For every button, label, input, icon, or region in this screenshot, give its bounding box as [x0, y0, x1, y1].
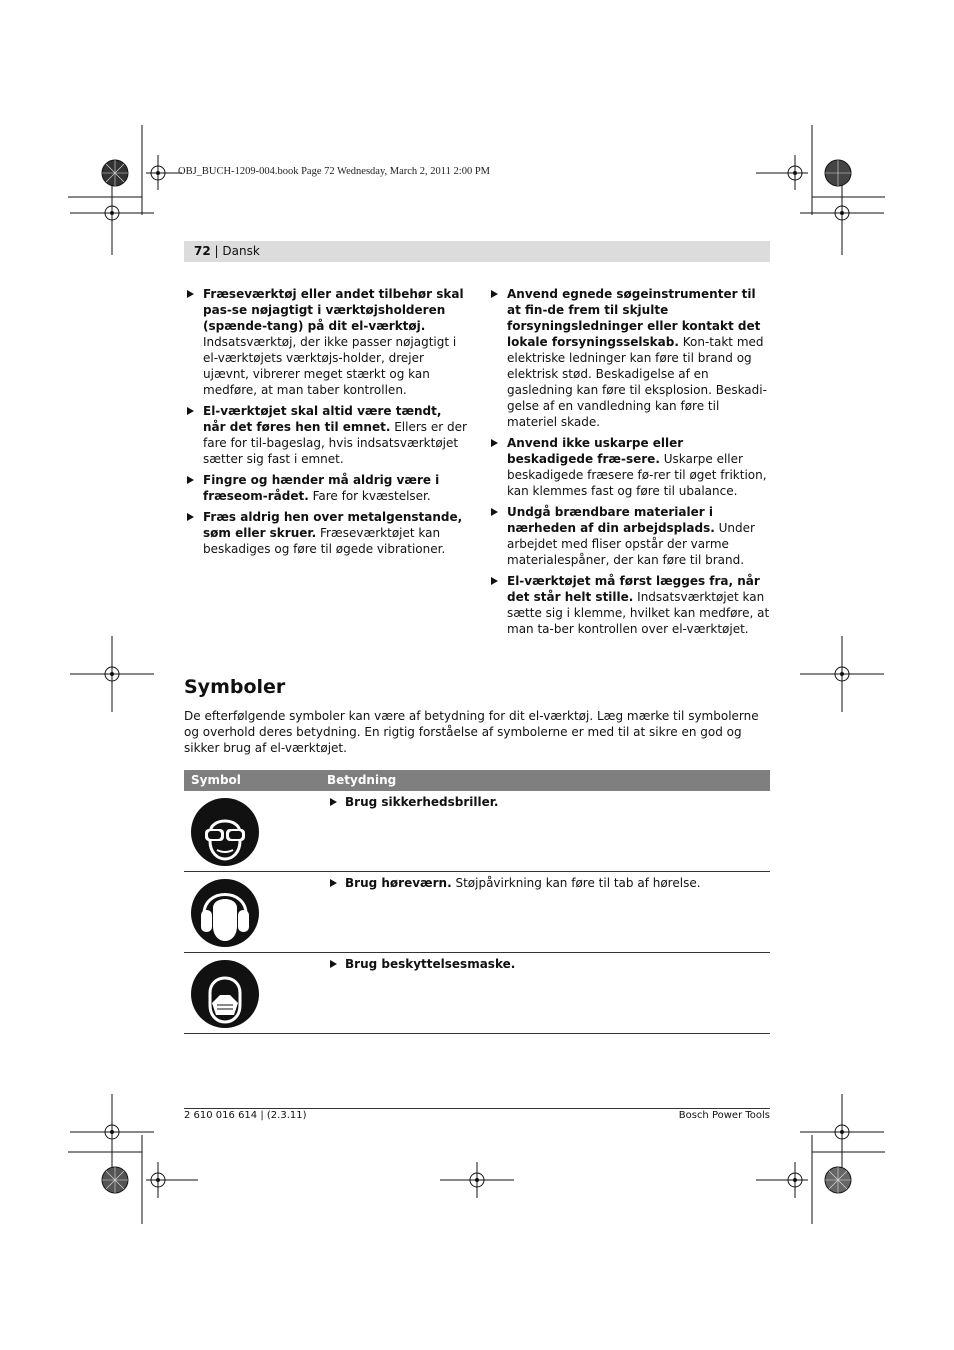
- bullet-bold: Anvend egnede søgeinstrumenter til at fin-de frem til skjulte forsyningsledninger eller kontakt det lokale forsyningsselskab.: [507, 287, 761, 349]
- bullet-text: Indsatsværktøj, der ikke passer nøjagtigt i el-værktøjets værktøjs-holder, drejer ujævnt, vibrerer meget stærkt og kan medføre, at man taber kontrollen.: [203, 335, 457, 397]
- bullet-arrow-icon: [330, 960, 337, 968]
- col-header-symbol: Symbol: [191, 773, 241, 787]
- table-row: [184, 791, 770, 872]
- dust-mask-icon: [190, 959, 260, 1029]
- bullet-arrow-icon: [491, 577, 498, 585]
- print-header: OBJ_BUCH-1209-004.book Page 72 Wednesday, March 2, 2011 2:00 PM: [178, 166, 490, 177]
- left-column: [184, 286, 468, 562]
- list-item: [488, 573, 772, 637]
- bullet-arrow-icon: [187, 513, 194, 521]
- table-row: [184, 953, 770, 1034]
- bullet-arrow-icon: [491, 439, 498, 447]
- meaning-text: [330, 956, 515, 972]
- meaning-text: [330, 794, 499, 810]
- right-column: [488, 286, 772, 642]
- bullet-text: Fræseværktøjet kan beskadiges og føre til øgede vibrationer.: [203, 526, 446, 556]
- meaning-bold: Brug beskyttelsesmaske.: [345, 957, 516, 971]
- list-item: [184, 509, 468, 557]
- list-item: [184, 286, 468, 398]
- bullet-arrow-icon: [187, 476, 194, 484]
- header-language: Dansk: [222, 244, 260, 258]
- bullet-bold: Undgå brændbare materialer i nærheden af din arbejdsplads.: [507, 505, 715, 535]
- bullet-arrow-icon: [491, 290, 498, 298]
- header-separator: |: [214, 244, 219, 258]
- bullet-text: Kon-takt med elektriske ledninger kan føre til brand og elektrisk stød. Beskadigelse af en gasledning kan føre til eksplosion. Beskadi-gelse af en vandledning kan føre til materiel skade.: [507, 335, 767, 429]
- bullet-text: Ellers er der fare for til-bageslag, hvis indsatsværktøjet sætter sig fast i emnet.: [203, 420, 467, 466]
- safety-glasses-icon: [190, 797, 260, 867]
- bullet-arrow-icon: [187, 407, 194, 415]
- section-intro: De efterfølgende symboler kan være af betydning for dit el-værktøj. Læg mærke til symbolerne og overhold deres betydning. En rigtig forståelse af symbolerne er med til at sikre en god og sikker brug af el-værktøjet.: [184, 709, 759, 755]
- bullet-text: Under arbejdet med fliser opstår der varme materialespåner, der kan føre til brand.: [507, 521, 755, 567]
- symbols-table: [184, 770, 770, 1034]
- bullet-bold: Fræseværktøj eller andet tilbehør skal pas-se nøjagtigt i værktøjsholderen (spænde-tang) på dit el-værktøj.: [203, 287, 464, 333]
- meaning-bold: Brug sikkerhedsbriller.: [345, 795, 499, 809]
- list-item: [488, 286, 772, 430]
- footer-brand: Bosch Power Tools: [678, 1110, 770, 1121]
- bullet-arrow-icon: [187, 290, 194, 298]
- footer-document-number: 2 610 016 614 | (2.3.11): [184, 1110, 307, 1121]
- col-header-meaning: Betydning: [327, 773, 397, 787]
- bullet-text: Fare for kvæstelser.: [308, 489, 431, 503]
- list-item: [488, 504, 772, 568]
- page-number: 72: [194, 244, 211, 258]
- ear-protection-icon: [190, 878, 260, 948]
- list-item: [184, 472, 468, 504]
- bullet-bold: Fingre og hænder må aldrig være i fræseom-rådet.: [203, 473, 440, 503]
- section-title: Symboler: [184, 676, 286, 698]
- meaning-text: [330, 875, 701, 891]
- footer-divider: [184, 1108, 770, 1109]
- bullet-arrow-icon: [330, 798, 337, 806]
- bullet-text: Indsatsværktøjet kan sætte sig i klemme, hvilket kan medføre, at man ta-ber kontrollen over el-værktøjet.: [507, 590, 770, 636]
- table-row: [184, 872, 770, 953]
- bullet-bold: Anvend ikke uskarpe eller beskadigede fræ-sere.: [507, 436, 684, 466]
- page-header-bar: [184, 241, 770, 262]
- bullet-arrow-icon: [330, 879, 337, 887]
- bullet-text: Uskarpe eller beskadigede fræsere fø-rer til øget friktion, kan klemmes fast og føre til ubalance.: [507, 452, 767, 498]
- bullet-bold: El-værktøjet må først lægges fra, når det står helt stille.: [507, 574, 760, 604]
- bullet-bold: El-værktøjet skal altid være tændt, når det føres hen til emnet.: [203, 404, 442, 434]
- list-item: [184, 403, 468, 467]
- meaning-bold: Brug høreværn.: [345, 876, 452, 890]
- meaning-detail: Støjpåvirkning kan føre til tab af hørelse.: [451, 876, 701, 890]
- table-header: [184, 770, 770, 791]
- bullet-arrow-icon: [491, 508, 498, 516]
- list-item: [488, 435, 772, 499]
- bullet-bold: Fræs aldrig hen over metalgenstande, søm eller skruer.: [203, 510, 463, 540]
